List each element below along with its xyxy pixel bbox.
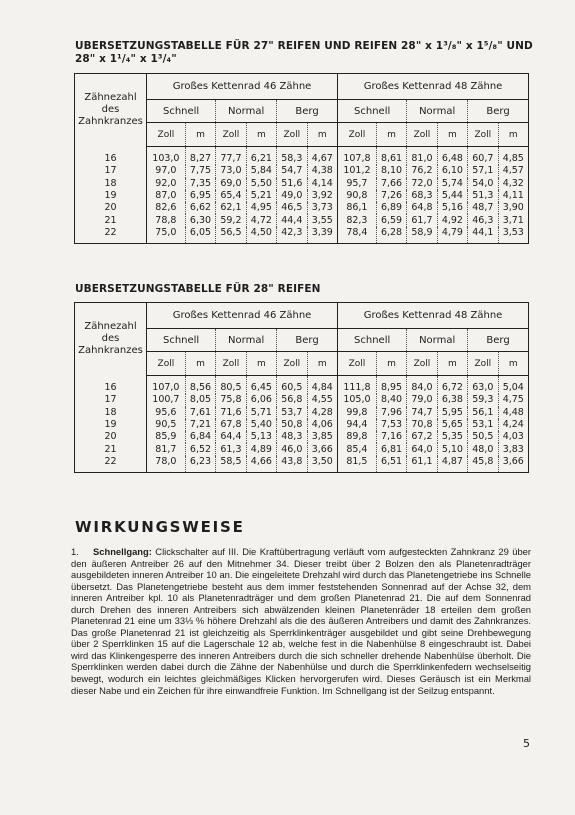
unit-header: Zoll: [277, 123, 307, 147]
value-cell: 4,79: [437, 227, 467, 243]
gear-header: Berg: [277, 100, 338, 123]
value-cell: 78,0: [147, 456, 186, 472]
table-row: [75, 190, 528, 202]
unit-header: m: [498, 352, 528, 376]
value-cell: 69,0: [216, 178, 246, 190]
value-cell: 6,21: [246, 147, 276, 166]
value-cell: 6,62: [185, 202, 215, 214]
tooth-count-cell: 17: [75, 165, 147, 177]
value-cell: 51,6: [277, 178, 307, 190]
value-cell: 5,13: [246, 431, 276, 443]
value-cell: 6,52: [185, 443, 215, 455]
value-cell: 4,50: [246, 227, 276, 243]
tooth-count-cell: 19: [75, 190, 147, 202]
value-cell: 3,85: [307, 431, 338, 443]
unit-header: m: [307, 123, 338, 147]
gear-ratio-table-27: [75, 74, 528, 243]
value-cell: 4,87: [437, 456, 467, 472]
value-cell: 4,28: [307, 407, 338, 419]
value-cell: 8,95: [376, 376, 406, 395]
group-header-46: Großes Kettenrad 46 Zähne: [147, 303, 338, 329]
unit-header: Zoll: [216, 352, 246, 376]
unit-header: Zoll: [338, 352, 377, 376]
value-cell: 61,7: [407, 214, 437, 226]
section-paragraph: [71, 546, 531, 696]
value-cell: 4,85: [502, 153, 524, 165]
table2-title: UBERSETZUNGSTABELLE FÜR 28" REIFEN: [75, 283, 321, 295]
value-cell: 107,0: [147, 376, 186, 395]
value-cell: 4,66: [246, 456, 276, 472]
value-cell: 78,8: [147, 214, 186, 226]
table-row: [75, 202, 528, 214]
value-cell: 5,71: [246, 407, 276, 419]
table-row: [75, 431, 528, 443]
gear-header: Schnell: [338, 100, 407, 123]
value-cell: 5,44: [437, 190, 467, 202]
gear-header: Berg: [468, 100, 528, 123]
value-cell: 5,74: [437, 178, 467, 190]
tooth-count-cell: 20: [75, 431, 147, 443]
value-cell: 4,06: [307, 419, 338, 431]
value-cell: 6,10: [437, 165, 467, 177]
value-cell: 81,7: [147, 443, 186, 455]
value-cell: 4,03: [502, 431, 524, 443]
value-cell: 86,1: [338, 202, 377, 214]
section-title: WIRKUNGSWEISE: [75, 518, 245, 536]
value-cell: 5,50: [246, 178, 276, 190]
value-cell: 3,50: [307, 456, 338, 472]
value-cell: 5,21: [246, 190, 276, 202]
value-cell: 3,92: [307, 190, 338, 202]
value-cell: 6,38: [437, 394, 467, 406]
gear-header: Berg: [468, 329, 528, 352]
value-cell: 73,0: [216, 165, 246, 177]
value-cell: 85,4: [338, 443, 377, 455]
tooth-count-cell: 22: [75, 227, 147, 243]
value-cell: 48,0: [468, 443, 498, 455]
value-cell: 49,0: [277, 190, 307, 202]
tooth-count-cell: 19: [75, 419, 147, 431]
value-cell: 4,84: [307, 376, 338, 395]
value-cell: 53,1: [468, 419, 498, 431]
gear-header: Schnell: [147, 329, 216, 352]
value-cell: 45,8: [468, 456, 498, 472]
value-cell: 3,53: [502, 226, 524, 238]
value-cell: 7,66: [376, 178, 406, 190]
value-cell: 7,96: [376, 407, 406, 419]
value-cell: 81,0: [407, 147, 437, 166]
tooth-count-cell: 18: [75, 407, 147, 419]
value-cell: 4,95: [246, 202, 276, 214]
value-cell: 8,05: [185, 394, 215, 406]
value-cell: 58,5: [216, 456, 246, 472]
value-cell: 42,3: [277, 227, 307, 243]
value-cell: 74,7: [407, 407, 437, 419]
value-cell: 6,06: [246, 394, 276, 406]
table-row: [75, 407, 528, 419]
value-cell: 59,2: [216, 214, 246, 226]
value-cell: 6,05: [185, 227, 215, 243]
gear-header: Normal: [216, 100, 277, 123]
value-cell: 64,4: [216, 431, 246, 443]
value-cell: 46,5: [277, 202, 307, 214]
value-cell: 60,5: [277, 376, 307, 395]
table-row: [75, 147, 528, 166]
value-cell: 3,66: [307, 443, 338, 455]
value-cell: 6,89: [376, 202, 406, 214]
value-cell: 92,0: [147, 178, 186, 190]
gear-header: Schnell: [338, 329, 407, 352]
tooth-count-cell: 22: [75, 456, 147, 472]
unit-header: Zoll: [277, 352, 307, 376]
value-cell: 58,3: [277, 147, 307, 166]
value-cell: 63,0: [468, 376, 498, 395]
value-cell: 7,75: [185, 165, 215, 177]
value-cell: 76,2: [407, 165, 437, 177]
value-cell: 85,9: [147, 431, 186, 443]
unit-header: m: [246, 123, 276, 147]
value-cell: 8,56: [185, 376, 215, 395]
value-cell: 3,83: [502, 443, 524, 455]
value-cell: 7,21: [185, 419, 215, 431]
value-cell: 89,8: [338, 431, 377, 443]
value-cell: 3,55: [307, 214, 338, 226]
value-cell: 4,38: [307, 165, 338, 177]
value-cell: 95,6: [147, 407, 186, 419]
value-cell: 3,73: [307, 202, 338, 214]
value-cell: 5,84: [246, 165, 276, 177]
paragraph-text: Clickschalter auf III. Die Kraftübertragung verläuft vom aufgesteckten Zahnkranz 29 über den äußeren Antreiber 26 auf den Mitnehmer 34. Dieser treibt über 2 Bolzen den als Planetenradträger ausgebildeten inneren Antreiber 10 an. Die eingeleitete Drehzahl wird durch das Planetengetriebe ins Schnelle übersetzt. Das Planetengetriebe besteht aus dem immer feststehenden Sonnenrad auf der Achse 32, dem inneren Antreiber kpl. 10 als Planetenradträger und dem großen Planetenrad 21. Die auf dem Sonnenrad durch Drehen des inneren Antreibers sich abwälzenden kleinen Planetenräder 18 erteilen dem großen Planetenrad 21 eine um 33⅓ % höhere Drehzahl als die des äußeren Antreibers und damit des Zahnkranzes. Das große Planetenrad 21 ist gleichzeitig als Sperrklinkenträger ausgebildet und gibt seine Drehbewegung über 2 Sperrklinken 15 auf die Lagerschale 12 ab, welche fest in die Nabenhülse 8 eingeschraubt ist. Dabei wird das Klinkengesperre des inneren Antreibers durch die sich schneller drehende Nabenhülse überholt. Die Sperrklinken werden dabei durch die Zähne der Nabenhülse und durch die Sperrklinkenfedern wechselseitig bewegt, wodurch ein leichtes gleichmäßiges Klicken hervorgerufen wird. Dieses Geräusch ist ein Merkmal dieser Nabe und ein Zeichen für ihre einwandfreie Funktion. Im Schnellgang ist der Seilzug entspannt.: [71, 546, 531, 696]
table-row: [75, 178, 528, 190]
table-row: [75, 394, 528, 406]
unit-header: m: [376, 123, 406, 147]
value-cell: 4,75: [502, 394, 524, 406]
unit-header: Zoll: [338, 123, 377, 147]
value-cell: 59,3: [468, 394, 498, 406]
unit-header: Zoll: [407, 352, 437, 376]
unit-header: Zoll: [468, 352, 498, 376]
unit-header: m: [437, 123, 467, 147]
value-cell: 75,8: [216, 394, 246, 406]
tooth-count-cell: 21: [75, 214, 147, 226]
tooth-count-cell: 16: [75, 147, 147, 166]
value-cell: 53,7: [277, 407, 307, 419]
value-cell: 103,0: [147, 147, 186, 166]
value-cell: 3,90: [502, 202, 524, 214]
value-cell: 6,45: [246, 376, 276, 395]
value-cell: 6,28: [376, 227, 406, 243]
zahnzahl-header: Zähnezahl des Zahnkranzes: [75, 74, 147, 147]
value-cell: 61,3: [216, 443, 246, 455]
table-row: [75, 165, 528, 177]
value-cell: 4,14: [307, 178, 338, 190]
table-row: [75, 443, 528, 455]
value-cell: 4,72: [246, 214, 276, 226]
value-cell: 50,8: [277, 419, 307, 431]
value-cell: 6,30: [185, 214, 215, 226]
value-cell: 90,5: [147, 419, 186, 431]
value-cell: 78,4: [338, 227, 377, 243]
value-cell: 8,10: [376, 165, 406, 177]
value-cell: 81,5: [338, 456, 377, 472]
table1-title: UBERSETZUNGSTABELLE FÜR 27" REIFEN UND REIFEN 28" x 1³/₈" x 1⁵/₈" UND 28" x 1¹/₄" x 1³/₄": [75, 40, 533, 65]
zahnzahl-header: Zähnezahl des Zahnkranzes: [75, 303, 147, 376]
value-cell: 5,40: [246, 419, 276, 431]
value-cell: 48,3: [277, 431, 307, 443]
value-cell: 6,81: [376, 443, 406, 455]
value-cell: 111,8: [338, 376, 377, 395]
value-cell: 100,7: [147, 394, 186, 406]
value-cell: 6,51: [376, 456, 406, 472]
unit-header: m: [376, 352, 406, 376]
value-cell: 8,40: [376, 394, 406, 406]
value-cell: 67,2: [407, 431, 437, 443]
value-cell: 79,0: [407, 394, 437, 406]
value-cell: 82,3: [338, 214, 377, 226]
gear-header: Normal: [407, 329, 468, 352]
value-cell: 57,1: [468, 165, 498, 177]
value-cell: 46,0: [277, 443, 307, 455]
gear-header: Schnell: [147, 100, 216, 123]
value-cell: 95,7: [338, 178, 377, 190]
group-header-48: Großes Kettenrad 48 Zähne: [338, 74, 528, 100]
unit-header: m: [185, 123, 215, 147]
gear-header: Berg: [277, 329, 338, 352]
value-cell: 7,61: [185, 407, 215, 419]
tooth-count-cell: 21: [75, 443, 147, 455]
value-cell: 48,7: [468, 202, 498, 214]
unit-header: m: [246, 352, 276, 376]
value-cell: 43,8: [277, 456, 307, 472]
value-cell: 84,0: [407, 376, 437, 395]
value-cell: 62,1: [216, 202, 246, 214]
unit-header: Zoll: [147, 352, 186, 376]
value-cell: 6,48: [437, 147, 467, 166]
gear-ratio-table-28: [75, 303, 528, 472]
value-cell: 4,57: [502, 165, 524, 177]
value-cell: 44,1: [468, 227, 498, 243]
value-cell: 101,2: [338, 165, 377, 177]
value-cell: 51,3: [468, 190, 498, 202]
value-cell: 5,10: [437, 443, 467, 455]
tooth-count-cell: 17: [75, 394, 147, 406]
value-cell: 68,3: [407, 190, 437, 202]
unit-header: Zoll: [216, 123, 246, 147]
value-cell: 72,0: [407, 178, 437, 190]
value-cell: 64,0: [407, 443, 437, 455]
value-cell: 46,3: [468, 214, 498, 226]
value-cell: 60,7: [468, 147, 498, 166]
value-cell: 3,39: [307, 227, 338, 243]
value-cell: 56,1: [468, 407, 498, 419]
value-cell: 5,95: [437, 407, 467, 419]
value-cell: 5,04: [502, 382, 524, 394]
value-cell: 44,4: [277, 214, 307, 226]
value-cell: 77,7: [216, 147, 246, 166]
value-cell: 99,8: [338, 407, 377, 419]
value-cell: 54,7: [277, 165, 307, 177]
tooth-count-cell: 18: [75, 178, 147, 190]
gear-header: Normal: [216, 329, 277, 352]
value-cell: 97,0: [147, 165, 186, 177]
value-cell: 4,48: [502, 406, 524, 418]
item-number: 1.: [71, 546, 79, 557]
value-cell: 71,6: [216, 407, 246, 419]
value-cell: 6,59: [376, 214, 406, 226]
value-cell: 50,5: [468, 431, 498, 443]
value-cell: 4,67: [307, 147, 338, 166]
value-cell: 56,8: [277, 394, 307, 406]
value-cell: 61,1: [407, 456, 437, 472]
value-cell: 8,61: [376, 147, 406, 166]
value-cell: 5,35: [437, 431, 467, 443]
value-cell: 6,72: [437, 376, 467, 395]
value-cell: 80,5: [216, 376, 246, 395]
value-cell: 7,35: [185, 178, 215, 190]
value-cell: 4,92: [437, 214, 467, 226]
value-cell: 4,32: [502, 177, 524, 189]
group-header-46: Großes Kettenrad 46 Zähne: [147, 74, 338, 100]
tooth-count-cell: 16: [75, 376, 147, 395]
value-cell: 5,65: [437, 419, 467, 431]
value-cell: 8,27: [185, 147, 215, 166]
unit-header: Zoll: [147, 123, 186, 147]
gear-header: Normal: [407, 100, 468, 123]
value-cell: 94,4: [338, 419, 377, 431]
value-cell: 4,89: [246, 443, 276, 455]
tooth-count-cell: 20: [75, 202, 147, 214]
value-cell: 7,16: [376, 431, 406, 443]
value-cell: 87,0: [147, 190, 186, 202]
value-cell: 75,0: [147, 227, 186, 243]
table-row: [75, 227, 528, 243]
value-cell: 56,5: [216, 227, 246, 243]
unit-header: m: [437, 352, 467, 376]
value-cell: 58,9: [407, 227, 437, 243]
value-cell: 70,8: [407, 419, 437, 431]
value-cell: 65,4: [216, 190, 246, 202]
value-cell: 3,71: [502, 214, 524, 226]
table-row: [75, 419, 528, 431]
value-cell: 54,0: [468, 178, 498, 190]
value-cell: 107,8: [338, 147, 377, 166]
unit-header: m: [498, 123, 528, 147]
value-cell: 6,95: [185, 190, 215, 202]
value-cell: 4,24: [502, 419, 524, 431]
table-row: [75, 214, 528, 226]
unit-header: Zoll: [468, 123, 498, 147]
value-cell: 4,11: [502, 190, 524, 202]
value-cell: 7,26: [376, 190, 406, 202]
table-row: [75, 456, 528, 472]
value-cell: 6,23: [185, 456, 215, 472]
value-cell: 3,66: [502, 455, 524, 467]
paragraph-lead: Schnellgang:: [93, 546, 152, 557]
value-cell: 82,6: [147, 202, 186, 214]
value-cell: 67,8: [216, 419, 246, 431]
unit-header: m: [185, 352, 215, 376]
value-cell: 6,84: [185, 431, 215, 443]
value-cell: 64,8: [407, 202, 437, 214]
page-number: 5: [523, 737, 530, 750]
unit-header: m: [307, 352, 338, 376]
value-cell: 105,0: [338, 394, 377, 406]
value-cell: 7,53: [376, 419, 406, 431]
value-cell: 5,16: [437, 202, 467, 214]
group-header-48: Großes Kettenrad 48 Zähne: [338, 303, 528, 329]
unit-header: Zoll: [407, 123, 437, 147]
value-cell: 4,55: [307, 394, 338, 406]
value-cell: 90,8: [338, 190, 377, 202]
table-row: [75, 376, 528, 395]
